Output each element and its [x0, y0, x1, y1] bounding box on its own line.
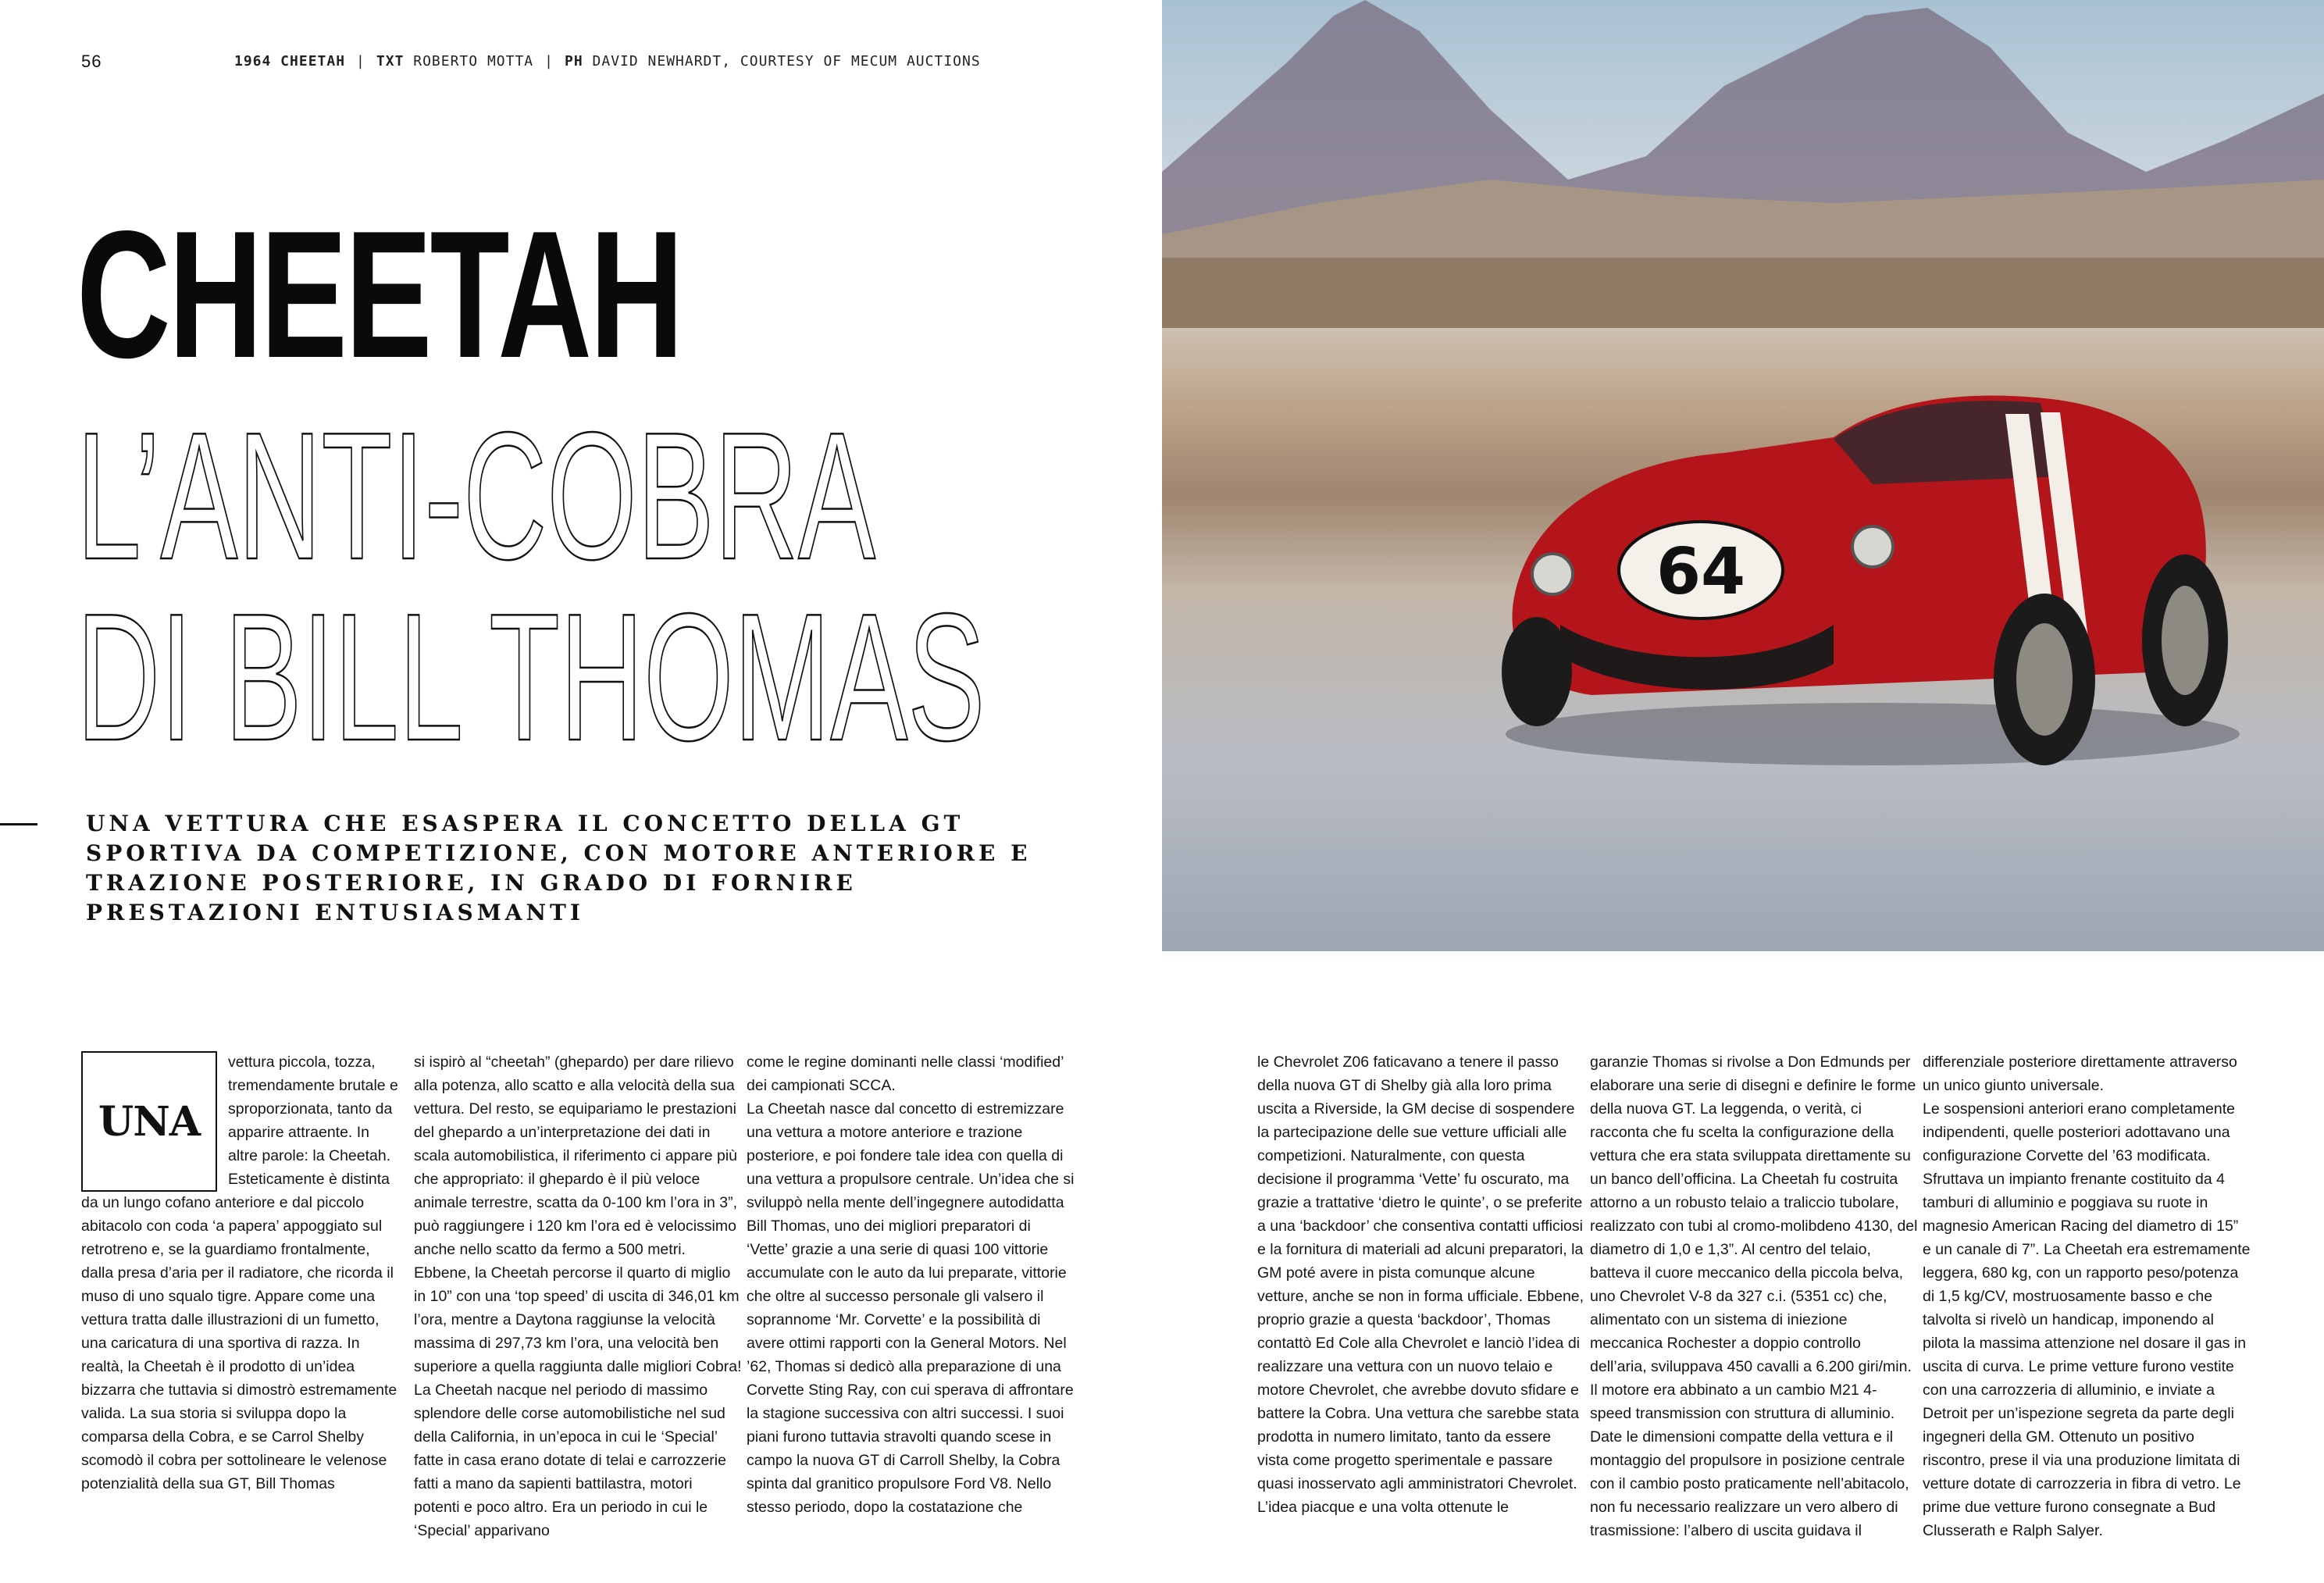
paragraph: le Chevrolet Z06 faticavano a tenere il passo della nuova GT di Shelby già alla loro prima uscita a Riverside, la GM decise di sospendere la partecipazione delle sue vetture ufficiali alle competizioni. Naturalmente, con questa decisione il programma ‘Vette’ fu oscurato, ma grazie a trattative ‘dietro le quinte’, o se preferite a una ‘backdoor’ che consentiva contatti ufficiosi e la fornitura di materiali ad alcuni preparatori, la GM poté avere in pista comunque alcune vetture, anche se non in forma ufficiale. Ebbene, proprio grazie a questa ‘backdoor’, Thomas contattò Ed Cole alla Chevrolet e lanciò l’idea di realizzare una vettura con un nuovo telaio e motore Chevrolet, che avrebbe dovuto sfidare e battere la Cobra. Una vettura che sarebbe stata prodotta in numero limitato, tanto da essere vista come progetto sperimentale e passare quasi inosservato agli amministratori Chevrolet. L’idea piacque e una volta ottenute le [1257, 1054, 1584, 1516]
dropcap-word: UNA [98, 1097, 201, 1146]
author-name: ROBERTO MOTTA [413, 53, 534, 70]
body-column-5 [1590, 1050, 1918, 1542]
page-number: 56 [81, 52, 102, 71]
body-column-3 [747, 1050, 1075, 1519]
race-number: 64 [1656, 535, 1746, 609]
body-column-6 [1923, 1050, 2251, 1542]
ph-label: PH [564, 53, 583, 70]
paragraph: garanzie Thomas si rivolse a Don Edmunds per elaborare una serie di disegni e definire le forme della nuova GT. La leggenda, o verità, ci racconta che fu scelta la configurazione della vettura che era stata sviluppata direttamente su un banco dell’officina. La Cheetah fu costruita attorno a un robusto telaio a traliccio tubolare, realizzato con tubi al cromo-molibdeno 4130, del diametro di 1,0 e 1,3”. Al centro del telaio, batteva il cuore meccanico della piccola belva, uno Chevrolet V-8 da 327 c.i. (5351 cc) che, alimentato con un sistema di iniezione meccanica Rochester a doppio controllo dell’aria, sviluppava 450 cavalli a 6.200 giri/min. Il motore era abbinato a un cambio M21 4-speed transmission con struttura di alluminio. Date le dimensioni compatte della vettura e il montaggio del propulsore in posizione centrale con il cambio posto praticamente nell’abitacolo, non fu necessario realizzare un vero albero di trasmissione: l’albero di uscita guidava il [1590, 1054, 1918, 1539]
body-column-1 [81, 1050, 400, 1496]
paragraph: si ispirò al “cheetah” (ghepardo) per dare rilievo alla potenza, allo scatto e alla velocità della sua vettura. Del resto, se equipariamo le prestazioni del ghepardo a un’interpretazione dei dati in scala automobilistica, il riferimento ci appare più che appropriato: il ghepardo è il più veloce animale terrestre, scatta da 0-100 km l’ora in 3”, può raggiungere i 120 km l’ora ed è velocissimo anche nello scatto da fermo a 500 metri. Ebbene, la Cheetah percorse il quarto di miglio in 10” con una ‘top speed’ di uscita di 346,01 km l’ora, mentre a Daytona raggiunse la velocità massima di 297,73 km l’ora, una velocità ben superiore a quella raggiunta dalle migliori Cobra! La Cheetah nacque nel periodo di massimo splendore delle corse automobilistiche nel sud della California, in un’epoca in cui le ‘Special’ fatte in casa erano dotate di telai e carrozzerie fatti a mano da sapienti battilastra, motori potenti e poco altro. Era un periodo in cui le ‘Special’ apparivano [414, 1054, 742, 1539]
story-label: 1964 CHEETAH [234, 53, 346, 70]
headline-line-3: DI BILL THOMAS [77, 576, 986, 779]
paragraph: La Cheetah nasce dal concetto di estremizzare una vettura a motore anteriore e trazione posteriore, e poi fondere tale idea con quella di una vettura a propulsore centrale. Un’idea che si sviluppò nella mente dell’ingegnere autodidatta Bill Thomas, uno dei migliori preparatori di ‘Vette’ grazie a una serie di quasi 100 vittorie accumulate con le auto da lui preparate, vittorie che oltre al successo personale gli valsero il soprannome ‘Mr. Corvette’ e la possibilità di avere ottimi rapporti con la General Motors. Nel ’62, Thomas si dedicò alla preparazione di una Corvette Sting Ray, con cui sperava di affrontare la stagione successiva con altri successi. I suoi piani furono tuttavia stravolti quando scese in campo la nuova GT di Carroll Shelby, la Cobra spinta dal granitico propulsore Ford V8. Nello stesso periodo, dopo la costatazione che [747, 1100, 1075, 1516]
paragraph: come le regine dominanti nelle classi ‘modified’ dei campionati SCCA. [747, 1054, 1064, 1094]
deck-rule [0, 823, 37, 825]
photographer-name: DAVID NEWHARDT, COURTESY OF MECUM AUCTIONS [592, 53, 981, 70]
body-column-2 [414, 1050, 742, 1542]
body-column-4 [1257, 1050, 1585, 1519]
credits-line: 1964 CHEETAH | TXT ROBERTO MOTTA | PH DAVID NEWHARDT, COURTESY OF MECUM AUCTIONS [234, 53, 981, 70]
paragraph: differenziale posteriore direttamente attraverso un unico giunto universale. [1923, 1054, 2237, 1094]
race-car-illustration [1467, 367, 2247, 773]
mountains-backdrop [1162, 0, 2324, 328]
dropcap-spacer [81, 1050, 228, 1191]
headline-cheetah: CHEETAH [77, 194, 682, 396]
paragraph: Le sospensioni anteriori erano completamente indipendenti, quelle posteriori adottavano una configurazione Corvette del ’63 modificata. Sfruttava un impianto frenante costituito da 4 tamburi di alluminio e poggiava su ruote in magnesio American Racing del diametro di 15” e un canale di 7”. La Cheetah era estremamente leggera, 680 kg, con un rapporto peso/potenza di 1,5 kg/CV, mostruosamente basso e che talvolta si rivelò un handicap, imponendo al pilota la massima attenzione nel dosare il gas in uscita di curva. Le prime vetture furono vestite con una carrozzeria di alluminio, e inviate a Detroit per un’ispezione segreta da parte degli ingegneri della GM. Ottenuto un positivo riscontro, prese il via una produzione limitata di vetture dotate di carrozzeria in fibra di vetro. Le prime due vetture furono consegnate a Bud Clusserath e Ralph Salyer. [1923, 1100, 2251, 1539]
hero-photo [1162, 0, 2324, 951]
txt-label: TXT [376, 53, 405, 70]
headline-line-2: L’ANTI-COBRA [77, 395, 876, 597]
standfirst: UNA VETTURA CHE ESASPERA IL CONCETTO DELLA GT SPORTIVA DA COMPETIZIONE, CON MOTORE ANTERIORE E TRAZIONE POSTERIORE, IN GRADO DI FORNIRE PRESTAZIONI ENTUSIASMANTI [86, 811, 1032, 925]
paragraph: vettura piccola, tozza, tremendamente brutale e sproporzionata, tanto da apparire attraente. In altre parole: la Cheetah. Esteticamente è distinta da un lungo cofano anteriore e dal piccolo abitacolo con coda ‘a papera’ appoggiato sul retrotreno e, se la guardiamo frontalmente, dalla presa d’aria per il radiatore, che ricorda il muso di uno squalo tigre. Appare come una vettura tratta dalle illustrazioni di un fumetto, una caricatura di una sportiva di razza. In realtà, la Cheetah è il prodotto di un’idea bizzarra che tuttavia si dimostrò estremamente valida. La sua storia si sviluppa dopo la comparsa della Cobra, e se Carrol Shelby scomodò il cobra per sottolineare le velenose potenzialità della sua GT, Bill Thomas [81, 1050, 400, 1496]
